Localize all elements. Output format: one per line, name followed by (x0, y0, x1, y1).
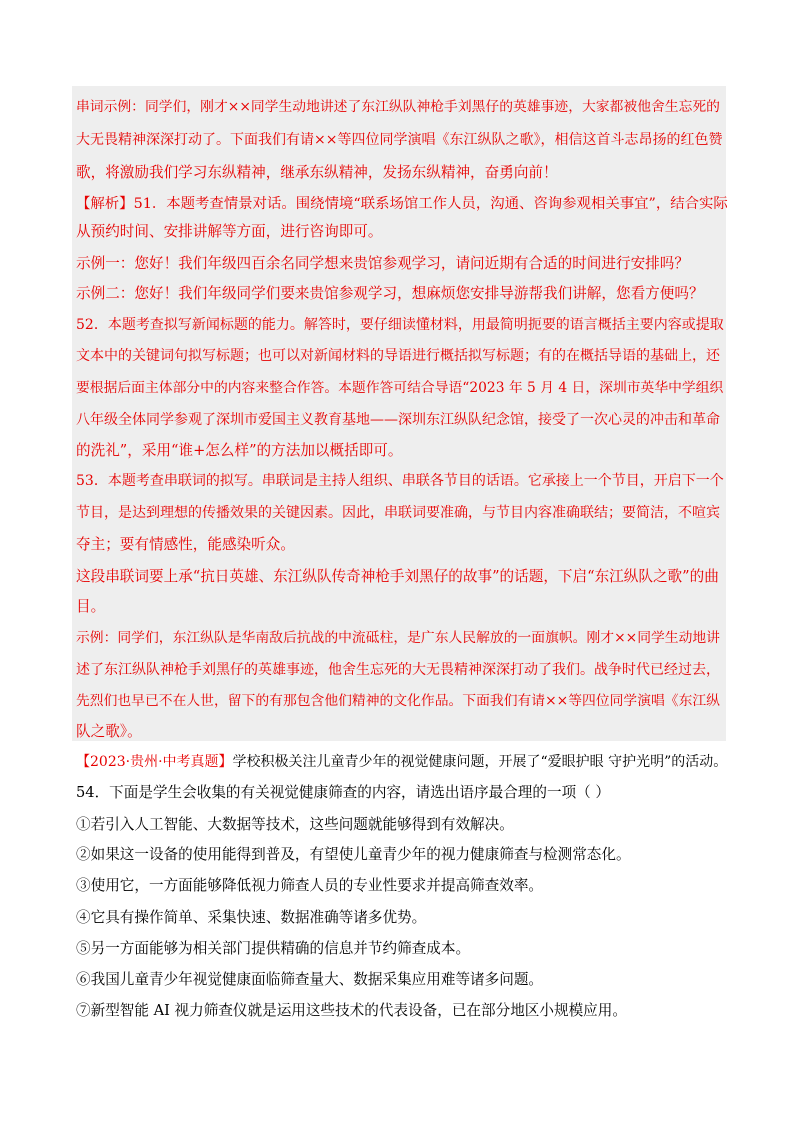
question-option: ③使用它，一方面能够降低视力筛查人员的专业性要求并提高筛查效率。 (76, 877, 544, 894)
answer-line: 先烈们也早已不在人世，留下的有那包含他们精神的文化作品。下面我们有请××等四位同学演唱《东江纵 (76, 693, 720, 709)
question-option: ④它具有操作简单、采集快速、数据准确等诸多优势。 (76, 909, 427, 926)
answer-line: 歌，将激励我们学习东纵精神，继承东纵精神，发扬东纵精神，奋勇向前！ (76, 164, 558, 181)
question-stem: 54．下面是学生会收集的有关视觉健康筛查的内容，请选出语序最合理的一项（ ） (76, 784, 610, 801)
answer-line: 目。 (76, 598, 106, 615)
question-option: ⑥我国儿童青少年视觉健康面临筛查量大、数据采集应用难等诸多问题。 (76, 971, 544, 988)
answer-line: 节目，是达到理想的传播效果的关键因素。因此，串联词要准确，与节目内容准确联结；要简洁，不喧宾 (76, 505, 720, 521)
answer-line: 大无畏精神深深打动了。下面我们有请××等四位同学演唱《东江纵队之歌》，相信这首斗志昂扬的红色赞 (76, 132, 723, 148)
question-option: ①若引入人工智能、大数据等技术，这些问题就能够得到有效解决。 (76, 816, 514, 833)
question-option: ⑦新型智能 AI 视力筛查仪就是运用这些技术的代表设备，已在部分地区小规模应用。 (76, 1002, 627, 1019)
question-option: ②如果这一设备的使用能得到普及，有望使儿童青少年的视力健康筛查与检测常态化。 (76, 846, 631, 863)
answer-line: 这段串联词要上承“抗日英雄、东江纵队传奇神枪手刘黑仔的故事”的话题，下启“东江纵队之歌”的曲 (76, 568, 719, 585)
answer-line: 文本中的关键词句拟写标题；也可以对新闻材料的导语进行概括拟写标题；有的在概括导语的基础上，还 (76, 348, 720, 364)
answer-line: 夺主；要有情感性，能感染听众。 (76, 536, 295, 553)
answer-line: 示例二：您好！我们年级同学们要来贵馆参观学习，想麻烦您安排导游帮我们讲解，您看方便吗？ (76, 285, 704, 302)
answer-line: 【解析】51．本题考查情景对话。围绕情境“联系场馆工作人员，沟通、咨询参观相关事宜”，结合实际 (76, 196, 728, 212)
question-source-line (76, 752, 727, 772)
answer-line: 从预约时间、安排讲解等方面，进行咨询即可。 (76, 223, 383, 240)
answer-line: 述了东江纵队神枪手刘黑仔的英雄事迹，他舍生忘死的大无畏精神深深打动了我们。战争时代已经过去， (76, 662, 720, 678)
answer-line: 要根据后面主体部分中的内容来整合作答。本题作答可结合导语“2023 年 5 月 4 日，深圳市英华中学组织 (76, 380, 724, 396)
question-option: ⑤另一方面能够为相关部门提供精确的信息并节约筛查成本。 (76, 940, 471, 957)
answer-line: 串词示例：同学们，刚才××同学生动地讲述了东江纵队神枪手刘黑仔的英雄事迹，大家都被他舍生忘死的 (76, 99, 720, 115)
answer-line: 队之歌》。 (76, 723, 142, 740)
question-intro-text: 学校积极关注儿童青少年的视觉健康问题，开展了“爱眼护眼 守护光明”的活动。 (232, 754, 728, 770)
answer-line: 52．本题考查拟写新闻标题的能力。解答时，要仔细读懂材料，用最简明扼要的语言概括主要内容或提取 (76, 317, 724, 333)
answer-line: 的洗礼”，采用“谁+怎么样”的方法加以概括即可。 (76, 442, 403, 459)
answer-line: 示例一：您好！我们年级四百余名同学想来贵馆参观学习，请问近期有合适的时间进行安排吗？ (76, 255, 689, 272)
source-tag: 【2023·贵州·中考真题】 (76, 754, 233, 770)
answer-line: 示例：同学们，东江纵队是华南敌后抗战的中流砥柱，是广东人民解放的一面旗帜。刚才××同学生动地讲 (76, 630, 720, 646)
answer-line: 八年级全体同学参观了深圳市爱国主义教育基地——深圳东江纵队纪念馆，接受了一次心灵的冲击和革命 (76, 412, 720, 428)
answer-line: 53．本题考查串联词的拟写。串联词是主持人组织、串联各节目的话语。它承接上一个节目，开启下一个 (76, 473, 724, 489)
